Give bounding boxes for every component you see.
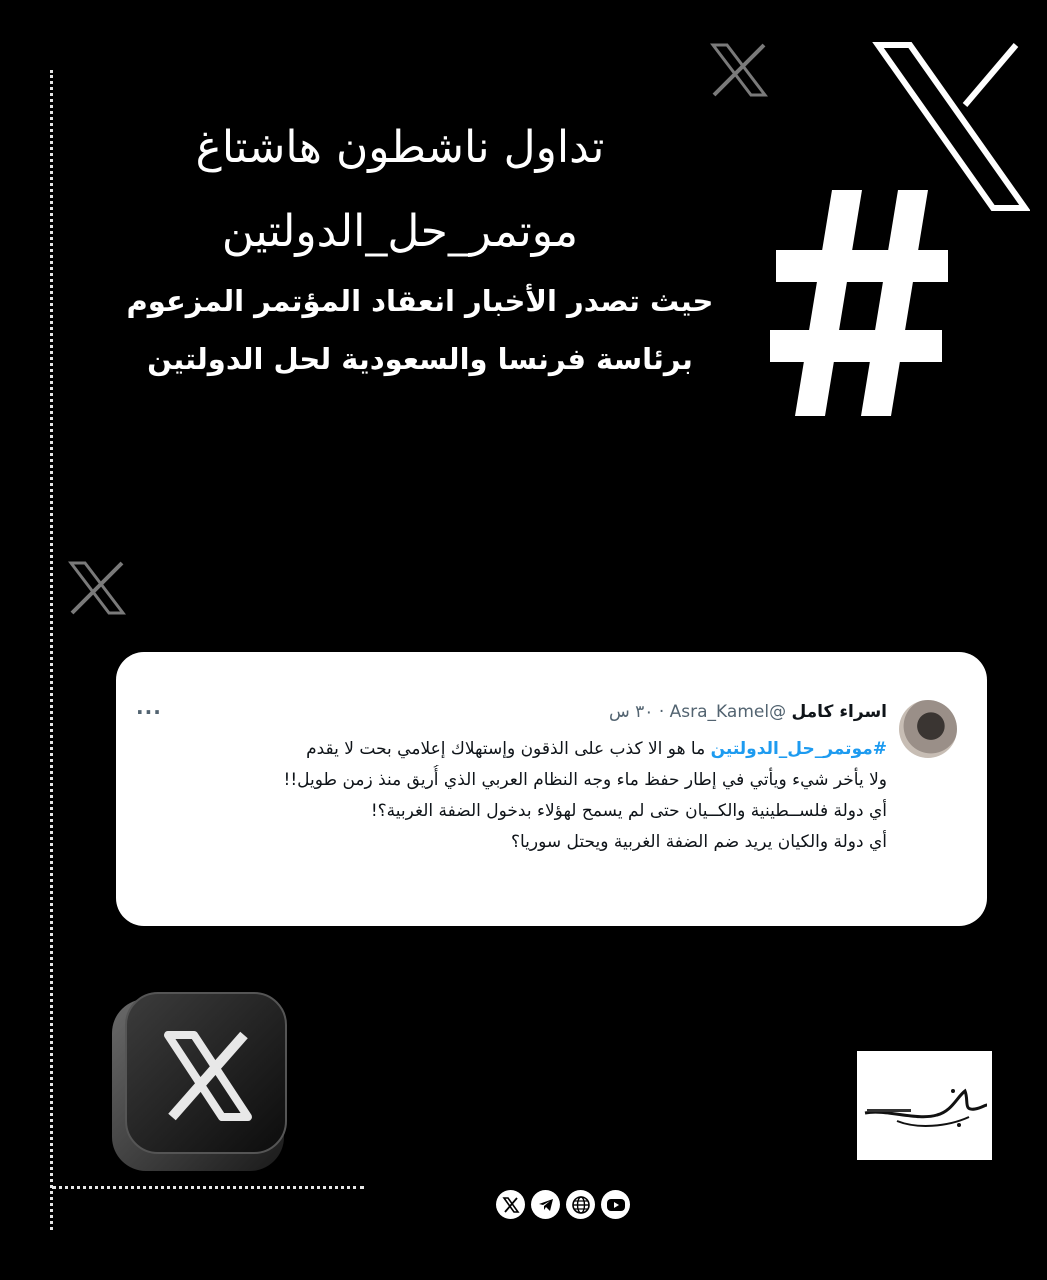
telegram-icon[interactable] — [531, 1190, 560, 1219]
tweet-card[interactable] — [116, 652, 987, 926]
x-app-icon — [98, 985, 294, 1181]
tweet-author-handle[interactable]: @Asra_Kamel — [669, 702, 787, 722]
avatar[interactable] — [899, 700, 957, 758]
dotted-border-horizontal — [52, 1186, 364, 1189]
dotted-border-vertical — [50, 70, 53, 1230]
social-links — [496, 1190, 630, 1220]
tweet-text — [117, 734, 887, 858]
tweet-timestamp[interactable]: ٣٠ س — [609, 702, 654, 722]
brand-logo — [857, 1051, 992, 1160]
tweet-separator: · — [658, 702, 665, 722]
youtube-icon[interactable] — [601, 1190, 630, 1219]
hashtag-icon — [770, 180, 950, 420]
tweet-hashtag-link[interactable]: #موتمر_حل_الدولتين — [710, 739, 887, 759]
headline-line-1: تداول ناشطون هاشتاغ — [195, 122, 605, 173]
tweet-line-4: أي دولة والكيان يريد ضم الضفة الغربية ويحتل سوريا؟ — [510, 832, 887, 852]
x-logo-small-icon — [710, 42, 768, 98]
website-icon[interactable] — [566, 1190, 595, 1219]
headline-line-4: برئاسة فرنسا والسعودية لحل الدولتين — [147, 342, 693, 376]
more-options-icon[interactable]: ··· — [136, 700, 162, 724]
tweet-line-1-text: ما هو الا كذب على الذقون وإستهلاك إعلامي بحت لا يقدم — [306, 739, 711, 759]
tweet-line-1 — [117, 734, 887, 765]
x-logo-small-icon — [68, 560, 126, 616]
tweet-line-3: أي دولة فلســطينية والكــيان حتى لم يسمح لهؤلاء بدخول الضفة الغربية؟! — [370, 801, 887, 821]
tweet-header — [609, 702, 887, 722]
tweet-line-2: ولا يأخر شيء ويأتي في إطار حفظ ماء وجه النظام العربي الذي أُريق منذ زمن طويل!! — [283, 770, 887, 790]
headline-line-3: حيث تصدر الأخبار انعقاد المؤتمر المزعوم — [126, 284, 714, 318]
headline-hashtag: موتمر_حل_الدولتين — [221, 206, 579, 257]
x-icon[interactable] — [496, 1190, 525, 1219]
tweet-author-name[interactable]: اسراء كامل — [791, 702, 887, 722]
